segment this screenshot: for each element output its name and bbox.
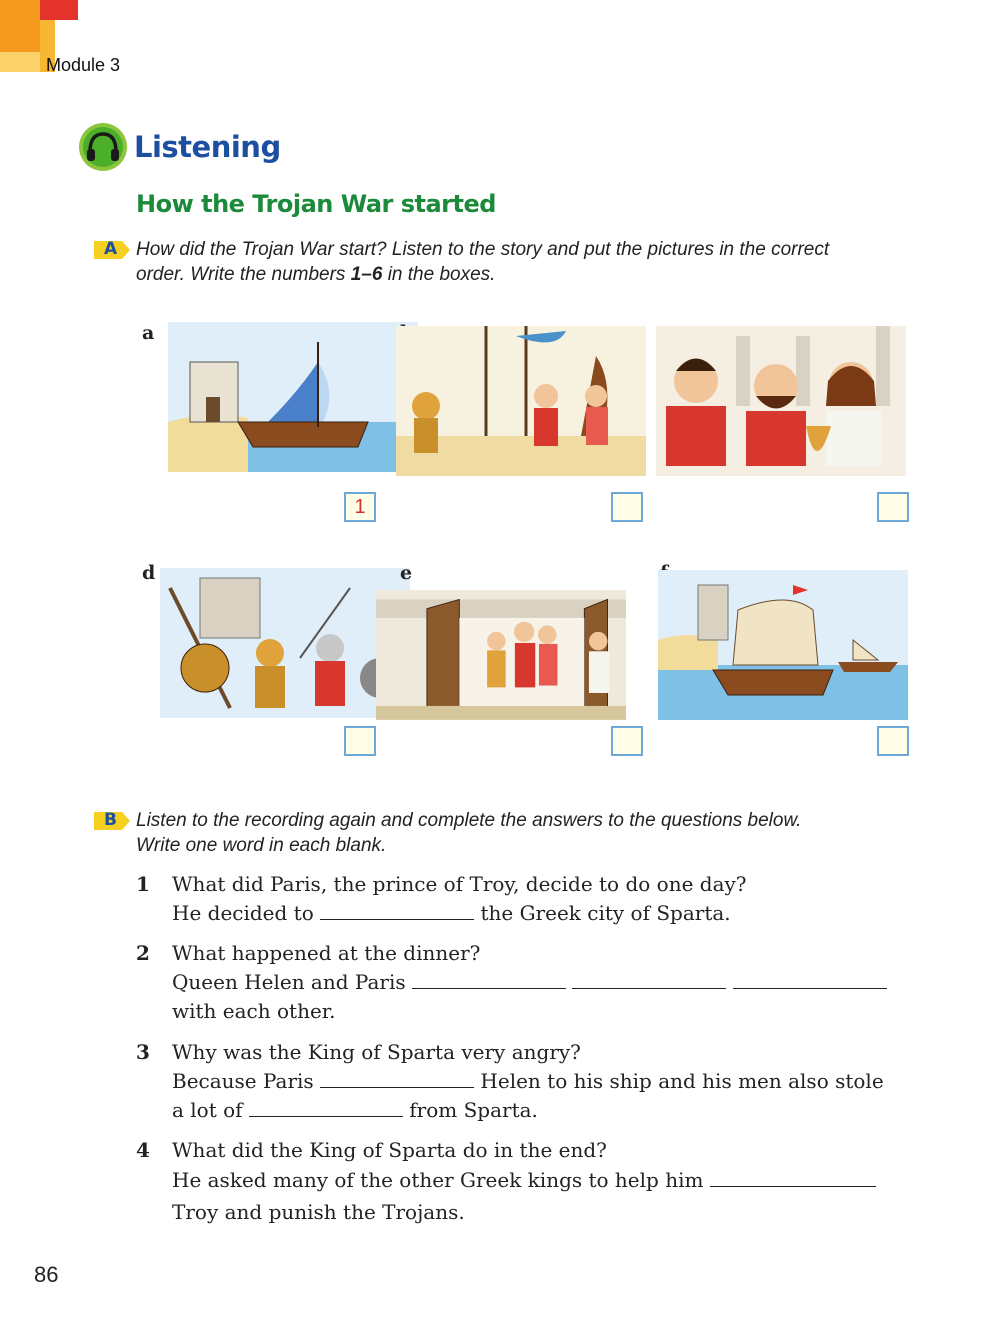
answer-continuation: Troy and punish the Trojans. bbox=[172, 1200, 465, 1224]
answer-blank[interactable] bbox=[710, 1166, 876, 1187]
answer-continuation: with each other. bbox=[172, 999, 336, 1023]
answer-suffix: Helen to his ship and his men also stole bbox=[480, 1069, 884, 1093]
question-text: What did the King of Sparta do in the end? bbox=[172, 1138, 607, 1162]
module-label: Module 3 bbox=[46, 55, 121, 75]
part-a-line1: How did the Trojan War start? Listen to the story and put the pictures in the correct bbox=[136, 239, 830, 260]
part-a-instructions bbox=[136, 237, 936, 287]
part-a-line2-bold: 1–6 bbox=[350, 264, 383, 285]
answer-box-f[interactable] bbox=[877, 726, 909, 756]
picture-e-city-gate-welcome bbox=[376, 580, 626, 730]
picture-b-soldiers-unloading-ship bbox=[396, 326, 646, 476]
answer-line bbox=[172, 899, 731, 928]
part-a-letter: A bbox=[104, 239, 118, 259]
answer-line bbox=[172, 968, 887, 997]
answer-blank[interactable] bbox=[572, 968, 726, 989]
part-a-tag bbox=[94, 239, 130, 261]
answer-suffix: the Greek city of Sparta. bbox=[480, 901, 731, 925]
part-a-line2-pre: order. Write the numbers bbox=[136, 264, 351, 285]
section-heading bbox=[78, 122, 281, 172]
answer-line-2 bbox=[172, 1096, 538, 1125]
question-number: 3 bbox=[136, 1040, 150, 1064]
picture-c-dinner-scene bbox=[656, 326, 906, 476]
answer-blank[interactable] bbox=[320, 1067, 474, 1088]
part-a-line2-post: in the boxes. bbox=[382, 264, 496, 285]
answer-box-e[interactable] bbox=[611, 726, 643, 756]
answer-suffix: from Sparta. bbox=[409, 1098, 538, 1122]
answer-prefix: Because Paris bbox=[172, 1069, 314, 1093]
answer-blank[interactable] bbox=[733, 968, 887, 989]
part-b-tag bbox=[94, 810, 130, 832]
answer-prefix: He decided to bbox=[172, 901, 314, 925]
answer-line bbox=[172, 1067, 884, 1096]
picture-a-ship-leaving-troy bbox=[168, 322, 418, 472]
question-text: What did Paris, the prince of Troy, decide to do one day? bbox=[172, 872, 747, 896]
question-number: 1 bbox=[136, 872, 150, 896]
part-b-instructions bbox=[136, 808, 936, 858]
part-b-line2: Write one word in each blank. bbox=[136, 835, 387, 856]
picture-d-battle bbox=[160, 568, 410, 718]
question-text: Why was the King of Sparta very angry? bbox=[172, 1040, 581, 1064]
page-number: 86 bbox=[34, 1262, 59, 1287]
picture-letter-e: e bbox=[400, 562, 413, 584]
question-number: 4 bbox=[136, 1138, 150, 1162]
question-number: 2 bbox=[136, 941, 150, 965]
answer-box-c[interactable] bbox=[877, 492, 909, 522]
answer-blank[interactable] bbox=[249, 1096, 403, 1117]
section-title: Listening bbox=[134, 130, 281, 164]
headphones-icon bbox=[78, 122, 128, 172]
answer-line bbox=[172, 1166, 876, 1195]
picture-letter-a: a bbox=[142, 322, 155, 344]
section-subtitle: How the Trojan War started bbox=[136, 190, 496, 218]
answer-prefix: He asked many of the other Greek kings to help him bbox=[172, 1168, 704, 1192]
answer-prefix: Queen Helen and Paris bbox=[172, 970, 406, 994]
answer-blank[interactable] bbox=[320, 899, 474, 920]
part-b-line1: Listen to the recording again and complete the answers to the questions below. bbox=[136, 810, 802, 831]
answer-box-a[interactable]: 1 bbox=[344, 492, 376, 522]
answer-blank[interactable] bbox=[412, 968, 566, 989]
picture-f-ships-sailing bbox=[658, 570, 908, 720]
part-b-letter: B bbox=[104, 810, 117, 830]
picture-letter-d: d bbox=[142, 562, 156, 584]
question-text: What happened at the dinner? bbox=[172, 941, 481, 965]
answer-box-b[interactable] bbox=[611, 492, 643, 522]
answer-box-d[interactable] bbox=[344, 726, 376, 756]
answer-prefix: a lot of bbox=[172, 1098, 243, 1122]
